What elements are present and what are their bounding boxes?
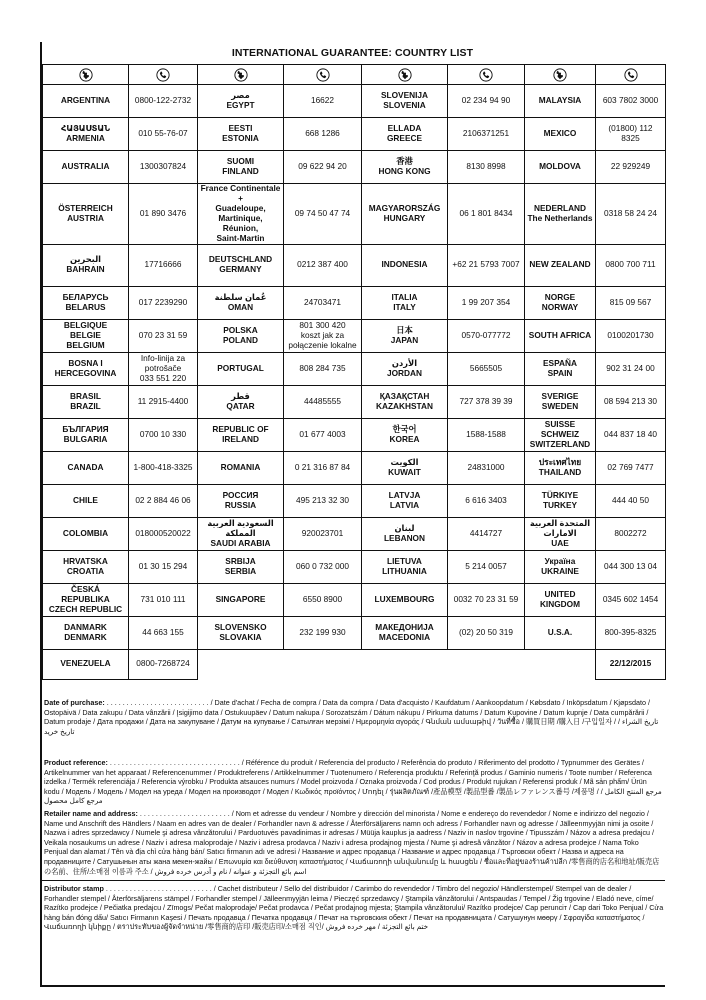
phone-number: 444 40 50 (596, 484, 666, 517)
country-name: POLSKA POLAND (198, 319, 284, 352)
retailer-note (44, 809, 664, 876)
phone-number: 060 0 732 000 (284, 550, 362, 583)
table-row (43, 484, 666, 517)
country-name: MOLDOVA (525, 151, 596, 184)
phone-number: 16622 (284, 85, 362, 118)
header-phone-cell (129, 65, 198, 85)
phone-number: 1-800-418-3325 (129, 451, 198, 484)
country-name: ELLADA GREECE (362, 118, 448, 151)
country-name: DEUTSCHLAND GERMANY (198, 244, 284, 286)
phone-number: 24831000 (448, 451, 525, 484)
phone-icon (479, 69, 493, 79)
header-phone-cell (284, 65, 362, 85)
phone-number: 5 214 0057 (448, 550, 525, 583)
country-name: NORGE NORWAY (525, 286, 596, 319)
country-name: REPUBLIC OF IRELAND (198, 418, 284, 451)
phone-number: 17716666 (129, 244, 198, 286)
country-name: المتحدة العربية الامارات UAE (525, 517, 596, 550)
distributor-dots: . . . . . . . . . . . . . . . . . . . . . . . . . . . (103, 884, 214, 893)
table-row (43, 517, 666, 550)
country-name: SRBIJA SERBIA (198, 550, 284, 583)
country-name: 香港 HONG KONG (362, 151, 448, 184)
country-name: 한국어 KOREA (362, 418, 448, 451)
header-globe-cell (525, 65, 596, 85)
country-name: BELGIQUE BELGIE BELGIUM (43, 319, 129, 352)
country-name: 日本 JAPAN (362, 319, 448, 352)
phone-number: 044 300 13 04 (596, 550, 666, 583)
phone-number: 02 234 94 90 (448, 85, 525, 118)
table-row (43, 151, 666, 184)
header-phone-cell (448, 65, 525, 85)
phone-number: 070 23 31 59 (129, 319, 198, 352)
purchase-date-translations: / Date d'achat / Fecha de compra / Data da compra / Data d'acquisto / Kaufdatum / Aankoopdatum / Købsdato / Inköpsdatum / Kjøpsdato / Ostopäivä / Data zakupu / Data vânzării / Įsigijimo data / Ostukuupäev / Datum nakupa / Sorozatszám / Dátum nákupu / Pirkuma datums / Datum Kupovine / Datum kupnje / Data cumpărării / Datum prodaje / Дата продажи / Дата на закупуване / Датум на купување / Сатылған мерзімі / Ημερομηνία αγοράς / Գնման ամսաթիվ / วันที่ซื้อ / 購買日期 /購入日 /구입일자 / تاريخ الشراء / تاريخ خرید (44, 698, 659, 736)
phone-icon (316, 69, 330, 79)
country-name: SUISSE SCHWEIZ SWITZERLAND (525, 418, 596, 451)
phone-number: 0318 58 24 24 (596, 184, 666, 245)
country-name: SOUTH AFRICA (525, 319, 596, 352)
table-row (43, 286, 666, 319)
guarantee-card (40, 42, 665, 987)
globe-icon (234, 69, 248, 79)
table-row (43, 550, 666, 583)
phone-number: 044 837 18 40 (596, 418, 666, 451)
phone-number: 668 1286 (284, 118, 362, 151)
country-name: Україна UKRAINE (525, 550, 596, 583)
phone-number: 6550 8900 (284, 583, 362, 616)
phone-number: 6 616 3403 (448, 484, 525, 517)
phone-number: 808 284 735 (284, 352, 362, 385)
country-name: NEW ZEALAND (525, 244, 596, 286)
product-reference-dots: . . . . . . . . . . . . . . . . . . . . . . . . . . . . . . . . . (107, 758, 242, 767)
country-name: BOSNA I HERCEGOVINA (43, 352, 129, 385)
distributor-note (44, 884, 664, 932)
phone-number: 801 300 420 koszt jak za połączenie lokalne (284, 319, 362, 352)
country-name: SINGAPORE (198, 583, 284, 616)
country-name: BRASIL BRAZIL (43, 385, 129, 418)
phone-number: 0800-7268724 (129, 649, 198, 679)
phone-number: 902 31 24 00 (596, 352, 666, 385)
phone-number: 495 213 32 30 (284, 484, 362, 517)
table-row (43, 319, 666, 352)
phone-number: 44 663 155 (129, 616, 198, 649)
phone-number: 0032 70 23 31 59 (448, 583, 525, 616)
country-name: ESPAÑA SPAIN (525, 352, 596, 385)
phone-number: 09 622 94 20 (284, 151, 362, 184)
globe-icon (398, 69, 412, 79)
phone-number: 0345 602 1454 (596, 583, 666, 616)
country-name: HRVATSKA CROATIA (43, 550, 129, 583)
header-globe-cell (43, 65, 129, 85)
country-name: AUSTRALIA (43, 151, 129, 184)
phone-number: 2106371251 (448, 118, 525, 151)
country-name: VENEZUELA (43, 649, 129, 679)
country-name: PORTUGAL (198, 352, 284, 385)
phone-number: 017 2239290 (129, 286, 198, 319)
issue-date: 22/12/2015 (596, 649, 666, 679)
country-name: الكويت KUWAIT (362, 451, 448, 484)
phone-number: 1300307824 (129, 151, 198, 184)
country-name: MEXICO (525, 118, 596, 151)
country-name: РОССИЯ RUSSIA (198, 484, 284, 517)
table-row (43, 649, 666, 679)
phone-number: 010 55-76-07 (129, 118, 198, 151)
retailer-dots: . . . . . . . . . . . . . . . . . . . . . . . (137, 809, 232, 818)
country-name: МАКЕДОНИЈА MACEDONIA (362, 616, 448, 649)
country-name: SVERIGE SWEDEN (525, 385, 596, 418)
country-name: DANMARK DENMARK (43, 616, 129, 649)
country-name: ÖSTERREICH AUSTRIA (43, 184, 129, 245)
country-name: LUXEMBOURG (362, 583, 448, 616)
purchase-date-label: Date of purchase: (44, 698, 105, 707)
country-name: France Continentale + Guadeloupe, Martinique, Réunion, Saint-Martin (198, 184, 284, 245)
table-row (43, 352, 666, 385)
country-name: ITALIA ITALY (362, 286, 448, 319)
phone-number: (01800) 112 8325 (596, 118, 666, 151)
phone-number: 0212 387 400 (284, 244, 362, 286)
phone-number: 8130 8998 (448, 151, 525, 184)
phone-number: (02) 20 50 319 (448, 616, 525, 649)
phone-number: +62 21 5793 7007 (448, 244, 525, 286)
country-name: SUOMI FINLAND (198, 151, 284, 184)
table-row (43, 451, 666, 484)
country-name: SLOVENSKO SLOVAKIA (198, 616, 284, 649)
country-name: EESTI ESTONIA (198, 118, 284, 151)
product-reference-translations: / Référence du produit / Referencia del producto / Referência do produto / Riferimento del prodotto / Typnummer des Gerätes / Artikelnummer van het apparaat / Referencenummer / Produktreferens / Artikkelnummer / Tuotenumero / Referencja produktu / Referinţă produs / Gaminio numeris / Toote number / Referenca izdelka / Termék referenciája / Referencia výrobku / Produkta atsauces numurs / Model proizvoda / Oznaka proizvoda / Cod produs / Produkt rujukan / Referensi produk / Mã sản phẩm/ Ürün kodu / Модель / Модель / Модел на уреда / Модел на производот / Модел / Κωδικός προϊόντος / Մոդել / รุ่นผลิตภัณฑ์ /產品模型 /製品型番 /製品レファレンス番号 /제품명 / مرجع المنتج الكامل / مرجع كامل محصول (44, 758, 662, 806)
country-name: LIETUVA LITHUANIA (362, 550, 448, 583)
country-name: COLOMBIA (43, 517, 129, 550)
globe-icon (79, 69, 93, 79)
purchase-date-note (44, 698, 664, 736)
phone-number: 0700 10 330 (129, 418, 198, 451)
phone-number: 11 2915-4400 (129, 385, 198, 418)
table-row (43, 184, 666, 245)
phone-number: 1588-1588 (448, 418, 525, 451)
icon-header-row (43, 65, 666, 85)
globe-icon (553, 69, 567, 79)
retailer-translations: / Nom et adresse du vendeur / Nombre y dirección del minorista / Nome e endereço do revendedor / Nome e indirizzo del negozio / Name und Anschrift des Händlers / Naam en adres van de dealer / Forhandler navn & adresse / Återförsäljarens namn och adress / Forhandler navn og adresse / Jälleenmyyjän nimi ja osoite / Nazwa i adres sprzedawcy / Numele şi adresa vânzătorului / Parduotuvės pavadinimas ir adresas / Müüja kauplus ja aadress / Naziv in naslov trgovine / Tipusszám / Názov a adresa predajcu / Veikala nosaukums un adrese / Naziv i adresa maloprodaje / Naziv i adresa prodavca / Naziv i adresa prodajnog mjesta / Nume şi adresă vânzător / Názov a adresa prodejce / Nama Toko Penjual dan alamat / Tên và địa chỉ cửa hàng bán/ Satıcı firmanın adı ve adresi / Название и адрес продавца / Название и адрес продавца / Търговски обект / Назва и адреса на продавниците / Сатушынын аты жана мекен-жайы / Επωνυμία και διεύθυνση καταστήματος / Վաճառողի անվանումը և հասցեն / ชื่อและที่อยู่ของร้านค้าปลีก /零售商的店名和地址/販売店の名前、住所/소매점 이름과 주소 / اسم بائع التجزئة و عنوانه / نام و آدرس خرده فروش (44, 809, 660, 876)
country-name: U.S.A. (525, 616, 596, 649)
header-globe-cell (198, 65, 284, 85)
phone-number: 24703471 (284, 286, 362, 319)
table-row (43, 244, 666, 286)
table-row (43, 418, 666, 451)
country-name: MALAYSIA (525, 85, 596, 118)
phone-number: 09 74 50 47 74 (284, 184, 362, 245)
table-row (43, 85, 666, 118)
phone-number: 22 929249 (596, 151, 666, 184)
phone-icon (624, 69, 638, 79)
country-name: БЪЛГАРИЯ BULGARIA (43, 418, 129, 451)
phone-number: 0100201730 (596, 319, 666, 352)
product-reference-note (44, 758, 664, 806)
phone-number: 02 2 884 46 06 (129, 484, 198, 517)
country-name: الأردن JORDAN (362, 352, 448, 385)
phone-number: 727 378 39 39 (448, 385, 525, 418)
phone-number: 800-395-8325 (596, 616, 666, 649)
phone-number: 01 677 4003 (284, 418, 362, 451)
phone-number: 08 594 213 30 (596, 385, 666, 418)
product-reference-label: Product reference: (44, 758, 108, 767)
country-name: السعودية العربية المملكة SAUDI ARABIA (198, 517, 284, 550)
phone-number: 815 09 567 (596, 286, 666, 319)
country-name: SLOVENIJA SLOVENIA (362, 85, 448, 118)
retailer-label: Retailer name and address: (44, 809, 138, 818)
country-name: مصر EGYPT (198, 85, 284, 118)
phone-number: 02 769 7477 (596, 451, 666, 484)
table-row (43, 583, 666, 616)
phone-number: 018000520022 (129, 517, 198, 550)
purchase-date-dots: . . . . . . . . . . . . . . . . . . . . . . . . . . (104, 698, 211, 707)
phone-icon (156, 69, 170, 79)
country-name: ARGENTINA (43, 85, 129, 118)
header-globe-cell (362, 65, 448, 85)
phone-number: 731 010 111 (129, 583, 198, 616)
phone-number: 44485555 (284, 385, 362, 418)
page-title: INTERNATIONAL GUARANTEE: COUNTRY LIST (231, 47, 474, 59)
table-row (43, 385, 666, 418)
country-name: ҚАЗАҚСТАН KAZAKHSTAN (362, 385, 448, 418)
country-name: ČESKÁ REPUBLIKA CZECH REPUBLIC (43, 583, 129, 616)
country-name: CHILE (43, 484, 129, 517)
header-phone-cell (596, 65, 666, 85)
country-name: MAGYARORSZÁG HUNGARY (362, 184, 448, 245)
table-row (43, 118, 666, 151)
country-name: ROMANIA (198, 451, 284, 484)
country-name: لبنان LEBANON (362, 517, 448, 550)
country-name: قطر QATAR (198, 385, 284, 418)
phone-number: 01 890 3476 (129, 184, 198, 245)
country-name: INDONESIA (362, 244, 448, 286)
phone-number: 920023701 (284, 517, 362, 550)
phone-number: 603 7802 3000 (596, 85, 666, 118)
phone-number: Info-linija za potrošače 033 551 220 (129, 352, 198, 385)
country-name: БЕЛАРУСЬ BELARUS (43, 286, 129, 319)
country-name: NEDERLAND The Netherlands (525, 184, 596, 245)
phone-number: 8002272 (596, 517, 666, 550)
phone-number: 4414727 (448, 517, 525, 550)
phone-number: 1 99 207 354 (448, 286, 525, 319)
country-name: ՀԱՅԱՍՏԱՆ ARMENIA (43, 118, 129, 151)
country-name: CANADA (43, 451, 129, 484)
distributor-label: Distributor stamp (44, 884, 104, 893)
phone-number: 5665505 (448, 352, 525, 385)
phone-number: 01 30 15 294 (129, 550, 198, 583)
phone-number: 232 199 930 (284, 616, 362, 649)
country-name: ประเทศไทย THAILAND (525, 451, 596, 484)
phone-number: 0800-122-2732 (129, 85, 198, 118)
distributor-translations: / Cachet distributeur / Sello del distribuidor / Carimbo do revendedor / Timbro del negozio/ Händlerstempel/ Stempel van de dealer / Forhandler stempel / Återförsäljarens stämpel / Forhandler stempel / Jälleenmyyjän leima / Pieczęć sprzedawcy / Ştampila vânzătorului / Antspaudas / Tempel / Žig trgovine / Eladó neve, címe/ Razítko prodejce / Pečiatka predajcu / Zīmogs/ Pečat maloprodaje/ Pečat prodavca / Pečat prodajnog mjesta; Ştampila vânzătorului/ Razítko prodejce/ Cap perunciт / Cap dari Toko Penjual / Cửa hàng bán đóng dấu/ Satıcı Firmanın Kaşesi / Печать продавца / Печатка продавця / Печат на търговския обект / Печат на продавницата / Сатушунун мөөрү / Σφραγίδα καταστήματος / Վաճառողի կնիքը / ตราประทับของผู้จัดจำหน่าย /零售商的店印 /販売店印/소매점 직인/ ختم بائع التجزئة / مهر خرده فروش (44, 884, 664, 932)
table-row (43, 616, 666, 649)
country-name: البحرين BAHRAIN (43, 244, 129, 286)
country-name: عُمان سلطنة OMAN (198, 286, 284, 319)
phone-number: 0 21 316 87 84 (284, 451, 362, 484)
phone-number: 06 1 801 8434 (448, 184, 525, 245)
country-name: TÜRKIYE TURKEY (525, 484, 596, 517)
country-name: LATVJA LATVIA (362, 484, 448, 517)
empty-cell (198, 649, 596, 679)
phone-number: 0570-077772 (448, 319, 525, 352)
country-table (42, 64, 666, 680)
country-name: UNITED KINGDOM (525, 583, 596, 616)
phone-number: 0800 700 711 (596, 244, 666, 286)
